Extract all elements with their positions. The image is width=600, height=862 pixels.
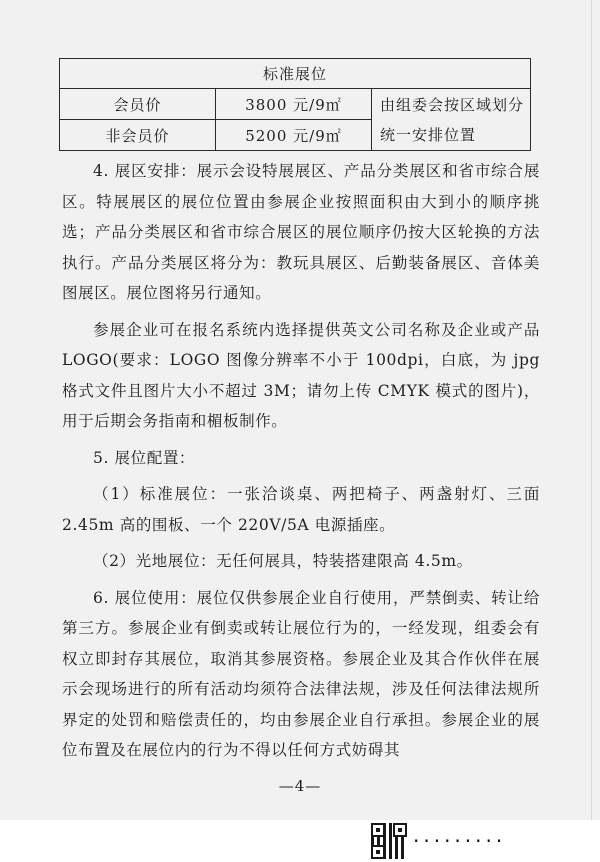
paragraph-raw-space: （2）光地展位：无任何展具，特装搭建限高 4.5m。 (93, 552, 473, 570)
allocation-note: 由组委会按区域划分统一安排位置 (372, 89, 531, 151)
table-row (60, 89, 531, 120)
row-price: 5200 元/9㎡ (216, 120, 372, 151)
paragraph-zone-arrangement: 4. 展区安排：展示会设特展展区、产品分类展区和省市综合展区。特展展区的展位位置由参展企业按照面积由大到小的顺序挑选；产品分类展区和省市综合展区的展位顺序仍按大区轮换的方法执行。产品分类展区将分为：教玩具展区、后勤装备展区、音体美图展区。展位图将另行通知。 (62, 162, 540, 302)
qr-code-icon (371, 823, 407, 859)
table-header-row (60, 59, 531, 89)
booth-price-table (59, 58, 531, 151)
page-number: —4— (278, 777, 322, 795)
document-body (62, 156, 540, 766)
footer-dots: ········· (413, 829, 507, 853)
paragraph-logo-upload: 参展企业可在报名系统内选择提供英文公司名称及企业或产品 LOGO(要求：LOGO 图像分辨率不小于 100dpi，白底，为 jpg 格式文件且图片大小不超过 3M；请勿上传 CMYK 模式的图片)，用于后期会务指南和楣板制作。 (62, 320, 540, 430)
table-header: 标准展位 (60, 59, 531, 89)
paragraph-booth-usage: 6. 展位使用：展位仅供参展企业自行使用，严禁倒卖、转让给第三方。参展企业有倒卖或转让展位行为的，一经发现，组委会有权立即封存其展位，取消其参展资格。参展企业及其合作伙伴在展示会现场进行的所有活动均须符合法律法规，涉及任何法律法规所界定的处罚和赔偿责任的，均由参展企业自行承担。参展企业的展位布置及在展位内的行为不得以任何方式妨碍其 (62, 588, 540, 759)
row-label: 非会员价 (60, 120, 216, 151)
row-price: 3800 元/9㎡ (216, 89, 372, 120)
paragraph-standard-booth: （1）标准展位：一张洽谈桌、两把椅子、两盏射灯、三面 2.45m 高的围板、一个 220V/5A 电源插座。 (62, 485, 540, 534)
paragraph-booth-config-heading: 5. 展位配置： (93, 448, 196, 467)
row-label: 会员价 (60, 89, 216, 120)
